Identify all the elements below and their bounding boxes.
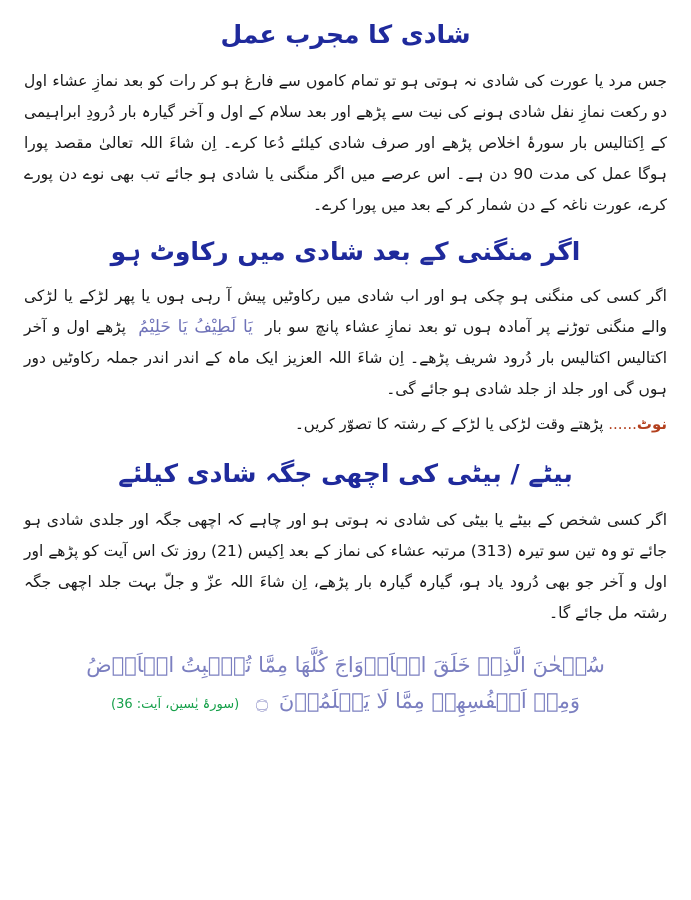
body-text-after: پڑھے اول و آخر اکتالیس اکتالیس بار دُرود شریف پڑھے۔ اِن شاءَ اللہ العزیز ایک ماہ کے اندر اندر جملہ رکاوٹیں دور ہوں گی اور جلد از جلد شادی ہو جائے گی۔: [24, 318, 667, 398]
verse-reference: (سورۂ یٰسین، آیت: 36): [111, 697, 240, 712]
section-body-children-marriage: اگر کسی شخص کے بیٹے یا بیٹی کی شادی نہ ہوتی ہو اور چاہے کہ اچھی جگہ اور جلدی شادی ہو جائے تو وہ تین سو تیرہ (313) مرتبہ عشاء کی نماز کے بعد اِکیس (21) روز تک اس آیت کو پڑھے اور اول و آخر جو بھی دُرود یاد ہو، گیارہ گیارہ بار پڑھے، اِن شاءَ اللہ عزّ و جلّ بہت جلد اچھی جگہ رشتہ مل جائے گا۔: [24, 511, 668, 622]
note: [24, 409, 667, 439]
section-title-engagement-obstacle: اگر منگنی کے بعد شادی میں رکاوٹ ہو: [110, 237, 581, 266]
section-title-children-marriage: بیٹے / بیٹی کی اچھی جگہ شادی کیلئے: [118, 459, 573, 488]
note-label: نوٹ: [636, 415, 667, 433]
verse-line-2-text: وَمِنۡ اَنۡفُسِهِمۡ مِمَّا لَا یَعۡلَمُوۡنَ: [278, 689, 580, 713]
arabic-phrase: یَا لَطِیْفُ یَا حَلِیْمُ: [138, 317, 253, 337]
body-text-before: اگر کسی کی منگنی ہو چکی ہو اور اب شادی میں رکاوٹیں پیش آ رہی ہوں یا پھر لڑکے یا لڑکی والے منگنی توڑنے پر آمادہ ہوں تو بعد نمازِ عشاء پانچ سو بار: [24, 287, 667, 336]
quran-verse: [24, 647, 667, 723]
note-text: پڑھتے وقت لڑکی یا لڑکے کے رشتہ کا تصوّر کریں۔: [294, 415, 604, 433]
section-body-marriage-remedy: جس مرد یا عورت کی شادی نہ ہوتی ہو تو تمام کاموں سے فارغ ہو کر رات کو بعد نمازِ عشاء اول دو رکعت نمازِ نفل شادی ہونے کی نیت سے پڑھے اور بعد سلام کے اول و آخر گیارہ بار دُرودِ ابراہیمی کے اِکتالیس بار سورۂ اخلاص پڑھے اور صرف شادی کیلئے دُعا کرے۔ اِن شاءَ اللہ تعالیٰ مقصد پورا ہوگا عمل کی مدت 90 دن ہے۔ اس عرصے میں اگر منگنی یا شادی ہو جائے تب بھی نوے دن پورے کرے، عورت ناغہ کے دن شمار کر کے بعد میں پورا کرے۔: [24, 72, 667, 214]
verse-line-1: سُبۡحٰنَ الَّذِیۡ خَلَقَ الۡاَزۡوَاجَ کُلَّهَا مِمَّا تُنۡۢبِتُ الۡاَرۡضُ: [86, 653, 605, 677]
note-dots: ......: [608, 415, 637, 433]
verse-end-marker: ۝: [255, 689, 269, 713]
section-body-engagement-obstacle: [24, 281, 667, 405]
section-title-marriage-remedy: شادی کا مجرب عمل: [220, 20, 471, 49]
verse-line-2: [24, 683, 667, 723]
